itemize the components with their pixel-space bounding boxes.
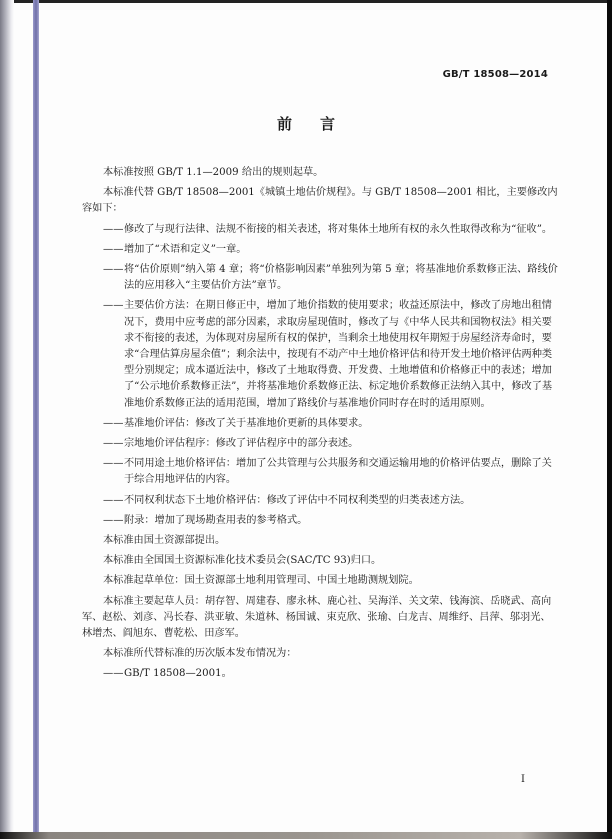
paragraph-drafting-units: 本标准起草单位：国土资源部土地利用管理司、中国土地勘测规划院。 <box>103 575 419 587</box>
change-text: 修改了与现行法律、法规不衔接的相关表述，将对集体土地所有权的永久性取得改称为“征收”。 <box>124 223 553 235</box>
page-number: I <box>521 774 525 785</box>
dash-bullet: —— <box>103 264 124 276</box>
paragraph-drafting-rules: 本标准按照 GB/T 1.1—2009 给出的规则起草。 <box>103 167 324 178</box>
change-item <box>82 416 560 432</box>
change-text: 不同用途土地价格评估：增加了公共管理与公共服务和交通运输用地的价格评估要点，删除了关于综合用地评估的内容。 <box>124 458 552 486</box>
change-text: 增加了“术语和定义”一章。 <box>124 243 247 255</box>
changes-list <box>82 222 560 529</box>
previous-version-item <box>82 666 560 682</box>
change-item <box>82 222 560 238</box>
dash-bullet: —— <box>103 494 124 506</box>
scan-top-edge <box>0 0 612 3</box>
dash-bullet: —— <box>103 300 124 312</box>
change-text: 附录：增加了现场勘查用表的参考格式。 <box>124 514 308 526</box>
paragraph-version-history: 本标准所代替标准的历次版本发布情况为： <box>103 648 297 660</box>
change-item <box>82 242 560 258</box>
dash-bullet: —— <box>103 668 124 680</box>
previous-version-text: GB/T 18508—2001。 <box>124 668 232 680</box>
change-item <box>82 262 560 294</box>
change-item <box>82 456 560 488</box>
dash-bullet: —— <box>103 514 124 526</box>
dash-bullet: —— <box>103 243 124 255</box>
dash-bullet: —— <box>103 417 124 429</box>
page-title: 前言 <box>276 115 363 133</box>
change-item <box>82 493 560 509</box>
standard-code: GB/T 18508—2014 <box>442 69 548 80</box>
change-item <box>82 298 560 411</box>
paragraph-replaces: 本标准代替 GB/T 18508—2001《城镇土地估价规程》。与 GB/T 18508—2001 相比，主要修改内容如下： <box>82 187 558 215</box>
scan-bottom-edge <box>0 832 612 839</box>
dash-bullet: —— <box>103 438 124 450</box>
document-body <box>82 165 560 687</box>
paragraph-centralized-by: 本标准由全国国土资源标准化技术委员会(SAC/TC 93)归口。 <box>103 555 382 567</box>
change-item <box>82 513 560 529</box>
paragraph-proposed-by: 本标准由国土资源部提出。 <box>103 535 226 547</box>
change-text: 主要估价方法：在期日修正中，增加了地价指数的使用要求；收益还原法中，修改了房地出租情况下，费用中应考虑的部分因素，求取房屋现值时，修改了与《中华人民共和国物权法》相关要求不衔接的表述，为体现对房屋所有权的保护，当剩余土地使用权年期短于房屋经济寿命时，要求“合理估算房屋余值”；剩余法中，按现有不动产中土地价格评估和待开发土地价格评估两种类型分别规定；成本逼近法中，修改了土地取得费、开发费、土地增值和价格修正中的表述；增加了“公示地价系数修正法”，并将基准地价系数修正法、标定地价系数修正法纳入其中，修改了基准地价系数修正法的适用范围，增加了路线价与基准地价同时存在时的适用原则。 <box>124 300 553 409</box>
change-text: 宗地地价评估程序：修改了评估程序中的部分表述。 <box>124 438 359 450</box>
change-text: 将“估价原则”纳入第 4 章；将“价格影响因素”单独列为第 5 章；将基准地价系数修正法、路线价法的应用移入“主要估价方法”章节。 <box>124 264 558 292</box>
paragraph-drafters: 本标准主要起草人员：胡存智、周建春、廖永林、鹿心社、吴海洋、关文荣、钱海滨、岳晓武、高向军、赵松、刘彦、冯长春、洪亚敏、朱道林、杨国诚、束克欣、张瑜、白龙吉、周维纾、吕萍、邬羽光、林增杰、阎旭东、曹乾松、田彦军。 <box>82 595 552 640</box>
dash-bullet: —— <box>103 223 124 235</box>
change-item <box>82 436 560 452</box>
change-text: 基准地价评估：修改了关于基准地价更新的具体要求。 <box>124 417 369 429</box>
dash-bullet: —— <box>103 458 124 470</box>
change-text: 不同权利状态下土地价格评估：修改了评估中不同权利类型的归类表述方法。 <box>124 494 471 506</box>
